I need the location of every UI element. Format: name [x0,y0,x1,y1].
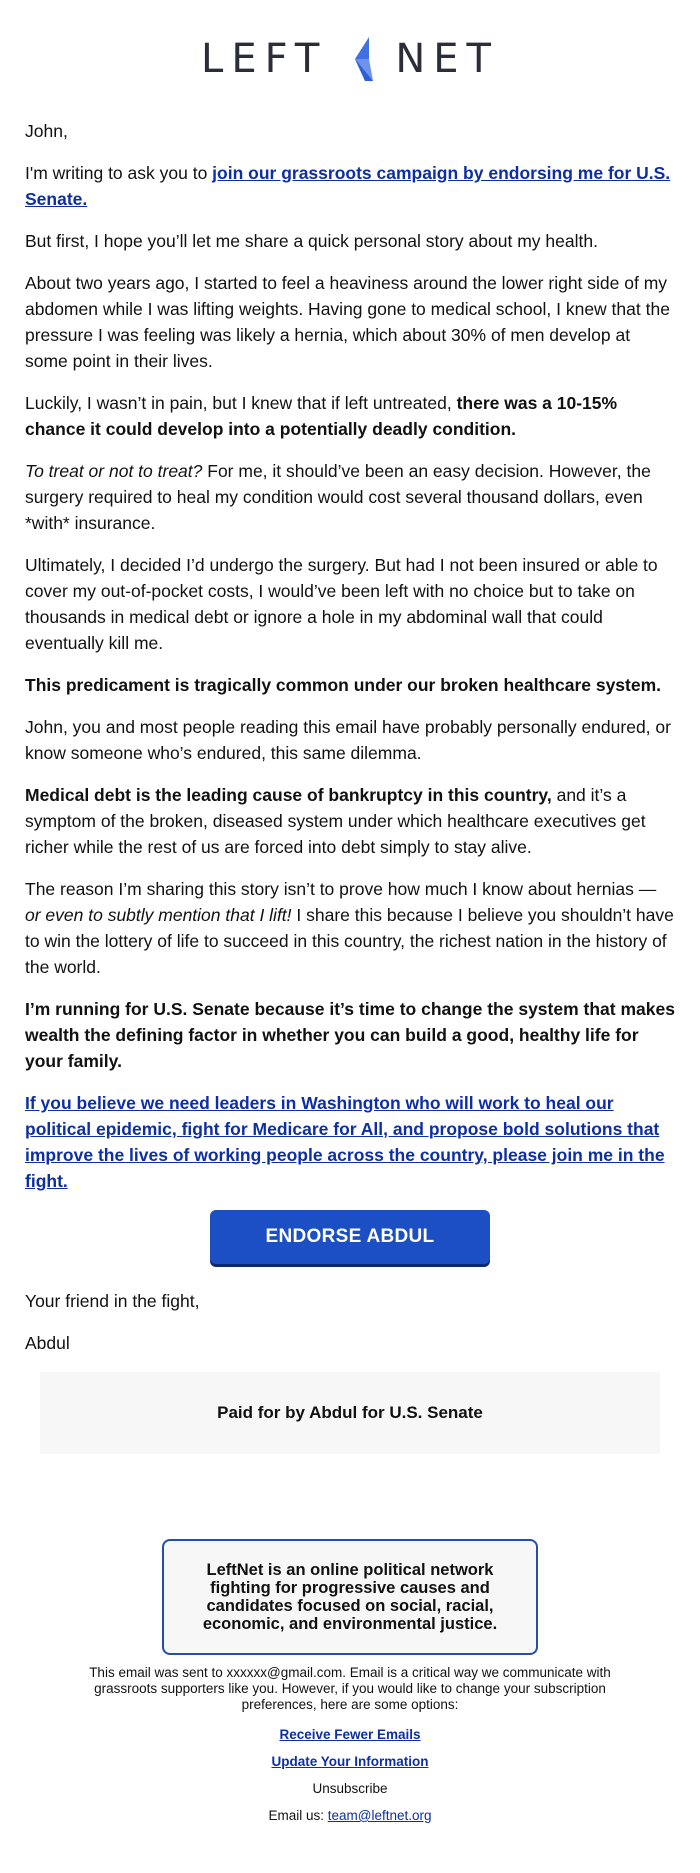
receive-fewer-emails-link[interactable]: Receive Fewer Emails [279,1727,421,1742]
p5-text: For me, it should’ve been an easy decision. However, the surgery required to heal my condition would cost several thousand dollars, even *with* insurance. [25,461,651,533]
logo-word-right: NET [395,36,499,82]
email-us-label: Email us: [268,1808,328,1823]
signature: Abdul [25,1333,70,1353]
paragraph-8: John, you and most people reading this email have probably personally endured, or know someone who’s endured, this same dilemma. [25,717,671,763]
p10-rest: I share this because I believe you shouldn’t have to win the lottery of life to succeed in this country, the richest nation in the history of the world. [25,905,674,977]
email-content [0,118,700,1356]
p7-bold: This predicament is tragically common under our broken healthcare system. [25,675,662,695]
intro-text: I'm writing to ask you to [25,163,213,183]
greeting: John, [25,121,68,141]
paragraph-3: About two years ago, I started to feel a heaviness around the lower right side of my abdomen while I was lifting weights. Having gone to medical school, I knew that the pressure I was feeling was likely a hernia, which about 30% of men develop at some point in their lives. [25,273,670,371]
logo-word-left: LEFT [201,36,328,82]
chevron-logo-icon [343,35,379,83]
email-us [0,1808,700,1823]
p9-bold: Medical debt is the leading cause of bankruptcy in this country, [25,785,552,805]
p4-text: Luckily, I wasn’t in pain, but I knew that if left untreated, [25,393,457,413]
paragraph-11 [25,996,675,1074]
paragraph-9 [25,782,675,860]
paragraph-4 [25,390,675,442]
footer-links [0,1727,700,1823]
p4-bold: there was a 10-15% chance it could develop into a potentially deadly condition. [25,393,618,439]
paragraph-12 [25,1090,675,1194]
paragraph-7 [25,672,675,698]
update-information-link[interactable]: Update Your Information [271,1754,429,1769]
endorse-abdul-button[interactable]: ENDORSE ABDUL [210,1210,490,1264]
p10-text: The reason I’m sharing this story isn’t to prove how much I know about hernias — [25,879,657,899]
email-us-address-link[interactable]: team@leftnet.org [327,1808,432,1823]
paragraph-6: Ultimately, I decided I’d undergo the surgery. But had I not been insured or able to cover my out-of-pocket costs, I would’ve been left with no choice but to take on thousands in medical debt or ignore a hole in my abdominal wall that could eventually kill me. [25,555,658,653]
paid-for-disclaimer: Paid for by Abdul for U.S. Senate [40,1372,660,1454]
leftnet-logo[interactable] [0,0,700,118]
p9-text: and it’s a symptom of the broken, diseased system under which healthcare executives get richer while the rest of us are forced into debt simply to stay alive. [25,785,646,857]
p11-bold: I’m running for U.S. Senate because it’s time to change the system that makes wealth the defining factor in whether you can build a good, healthy life for your family. [25,999,675,1071]
endorse-link[interactable]: join our grassroots campaign by endorsing me for U.S. Senate. [25,163,671,209]
paragraph-5 [25,458,675,536]
paragraph-10 [25,876,675,980]
cta-container [25,1210,675,1264]
join-fight-link[interactable]: If you believe we need leaders in Washington who will work to heal our political epidemic, fight for Medicare for All, and propose bold solutions that improve the lives of working people across the country, please join me in the fight. [25,1093,665,1191]
subscription-notice: This email was sent to xxxxxx@gmail.com. Email is a critical way we communicate with grassroots supporters like you. However, if you would like to change your subscription preferences, here are some options: [89,1665,611,1712]
p10-italic: or even to subtly mention that I lift! [25,905,292,925]
paragraph-2: But first, I hope you’ll let me share a quick personal story about my health. [25,231,598,251]
leftnet-about-box: LeftNet is an online political network fighting for progressive causes and candidates focused on social, racial, economic, and environmental justice. [162,1539,538,1655]
p5-italic: To treat or not to treat? [25,461,203,481]
paragraph-intro [25,160,675,212]
unsubscribe-link[interactable]: Unsubscribe [312,1781,388,1796]
signoff: Your friend in the fight, [25,1291,200,1311]
